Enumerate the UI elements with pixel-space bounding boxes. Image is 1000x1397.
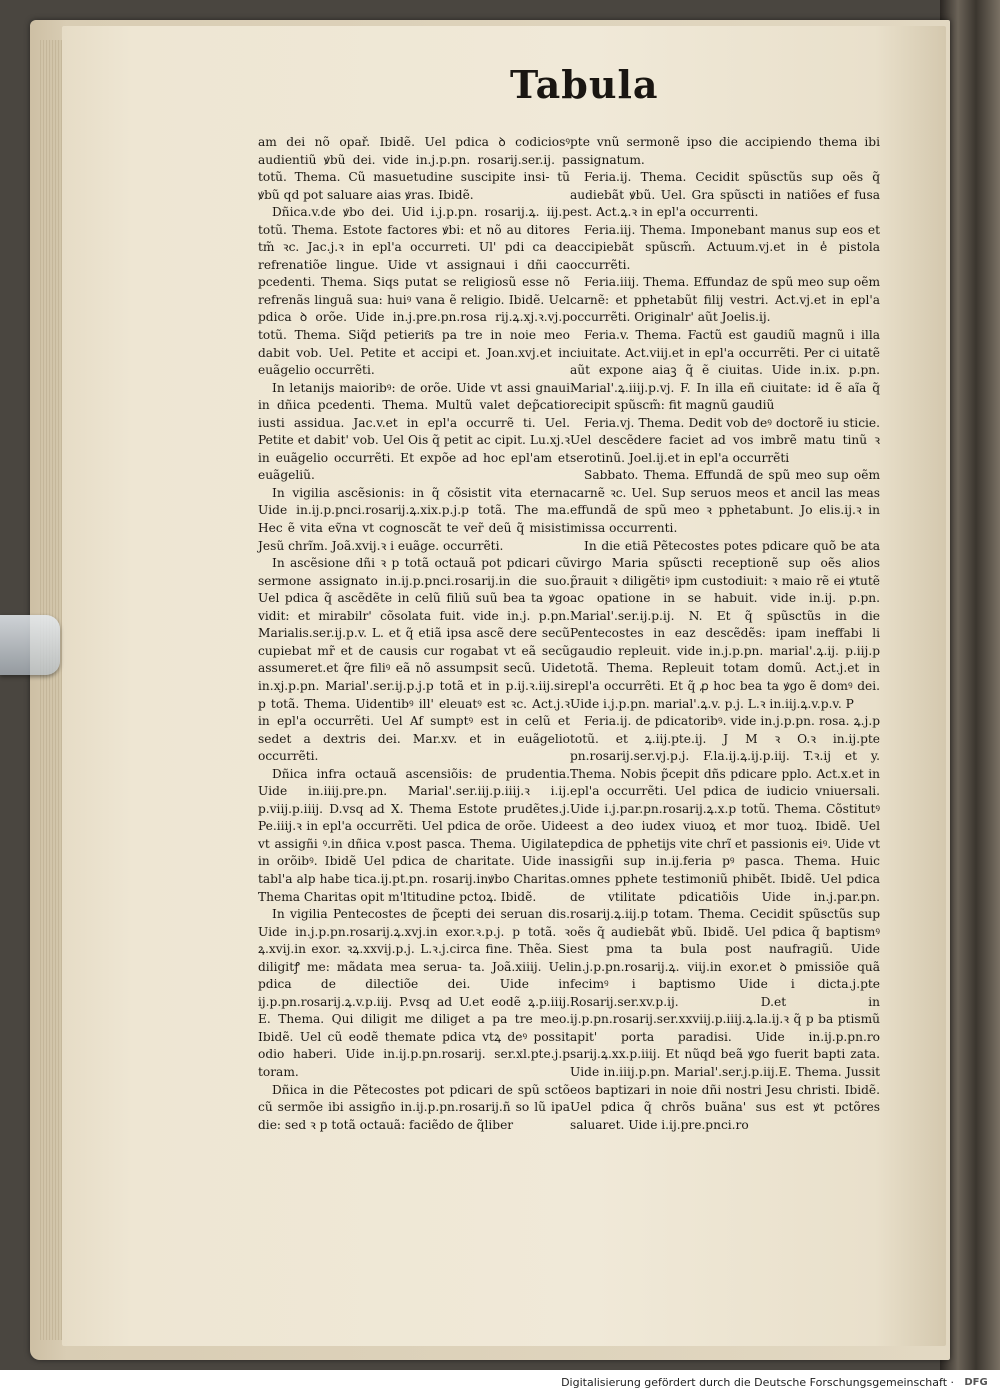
leaf-edges bbox=[40, 40, 62, 1340]
paragraph: In letanijs maioribꝰ: de orõe. Uide vt assi gnaui in dñica pcedenti. Thema. Multũ valet dep̃catio iusti assidua. Jac.v.et in epl'a occurrẽ ti. Uel. Petite et dabit' vob. Uel Ois q̃ petit ac cipit. Lu.xj.ꝛ in euãgelio occurrẽti. Et expõe ad hoc epl'am et euãgeliũ. bbox=[258, 380, 570, 483]
paragraph: Dñica.v.de ꝟbo dei. Uid i.j.p.pn. rosarij.ꝝ. iij.p totũ. Thema. Estote factores ꝟbi: et nõ au ditores tm̃ ꝛc. Jac.j.ꝛ in epl'a occurreti. Ul' pdi ca de refrenatiõe lingue. Uide vt assignaui i dñi ca pcedenti. Thema. Siqs putat se religiosũ esse nõ refrenãs linguã sua: huiꝰ vana ẽ religio. Ibidẽ. Uel pdica ꝺ orõe. Uide in.j.pre.pn.rosa rij.ꝝ.xj.ꝛ.vj.p totũ. Thema. Siq̃d petierit͂s pa tre in noie meo dabit vob. Uel. Petite et accipi et. Joan.xvj.et in euãgelio occurrẽti. bbox=[258, 205, 570, 378]
paragraph: Dñica in die Pẽtecostes pot pdicari de spũ sctõ cũ sermõe ibi assigño in.ij.p.pn.rosarij.ñ so lũ ipa die: sed ꝛ p totã octauã: faciẽdo de q̃liber bbox=[258, 1082, 570, 1132]
text-column-right bbox=[570, 134, 880, 1134]
paragraph: In vigilia ascẽsionis: in q̃ cõsistit vita eterna Uide in.ij.p.pnci.rosarij.ꝝ.xix.p.j.p totã. The ma. Hec ẽ vita eṽna vt cognoscãt te ver̃ deũ q̃ misisti Jesũ chrĩm. Joã.xvij.ꝛ i euãge. occurrẽti. bbox=[258, 485, 570, 553]
paragraph: In vigilia Pentecostes de p̃cepti dei seruan dis. Uide in.j.p.pn.rosarij.ꝝ.xvj.in exor.ꝛ.p.j. p totã. ꝛ ꝝ.xvij.in exor. ꝛꝝ.xxvij.p.j. L.ꝛ.j.circa fine. Thẽa. Si diligitꝭ me: mãdata mea serua- ta. Joã.xiiij. Uel pdica de dilectiõe dei. Uide in ij.p.pn.rosarij.ꝝ.v.p.iij. P.vsq ad U.et eodẽ ꝝ.p.iiij. E. Thema. Qui diligit me diliget a pa tre meo. Ibidẽ. Uel cũ eodẽ themate pdica vtꝝ deꝰ possit odio haberi. Uide in.ij.p.pn.rosarij. ser.xl.pte.j.p toram. bbox=[258, 907, 570, 1079]
paragraph: Sabbato. Thema. Effundã de spũ meo sup oẽm carnẽ ꝛc. Uel. Sup seruos meos et ancil las meas effundã de spũ meo ꝛ pphetabunt. Jo elis.ij.ꝛ in missa occurrenti. bbox=[570, 468, 880, 536]
page-clip bbox=[0, 615, 60, 675]
dfg-logo: DFG bbox=[964, 1377, 988, 1388]
paragraph: pte vnũ sermonẽ ipso die accipiendo thema ibi assignatum. bbox=[570, 135, 880, 167]
paragraph: Feria.iij. Thema. Imponebant manus sup eos et accipiebãt spũscm̃. Actuum.vj.et in e̾ pistola occurrẽti. bbox=[570, 222, 880, 272]
paragraph: am dei nõ opař. Ibidẽ. Uel pdica ꝺ codiciosꝰ audientiũ ꝟbũ dei. vide in.j.p.pn. rosarij.ser.ij. p totũ. Thema. Cũ masuetudine suscipite insi- tũ ꝟbũ qd pot saluare aias ꝟras. Ibidẽ. bbox=[258, 135, 570, 202]
paragraph: Feria.vj. Thema. Dedit vob deꝰ doctorẽ iu sticie. Uel descẽdere faciet ad vos imbrẽ matu tinũ ꝛ serotinũ. Joel.ij.et in epl'a occurrẽti bbox=[570, 415, 880, 465]
paragraph: Feria.v. Thema. Factũ est gaudiũ magnũ i illa ciuitate. Act.viij.et in epl'a occurrẽti. Per ci uitatẽ aũt expone aiaꝫ q̃ ẽ ciuitas. Uide in.ix. p.pn. Marial'.ꝝ.iiij.p.vj. F. In illa eñ ciuitate: id ẽ aĩa q̃ recipit spũscm̃: fit magnũ gaudiũ bbox=[570, 328, 880, 413]
paragraph: Feria.ij. Thema. Cecidit spũsctũs sup oẽs q̃ audiebãt ꝟbũ. Uel. Gra spũscti in natiões ef fusa est. Act.ꝝ.ꝛ in epl'a occurrenti. bbox=[570, 170, 880, 220]
paragraph: Feria.ij. de pdicatoribꝰ. vide in.j.p.pn. rosa. ꝝ.j.p totũ. et ꝝ.iij.pte.ij. J M ꝛ O.ꝛ in.ij.pte pn.rosarij.ser.vj.p.j. F.la.ij.ꝝ.ij.p.iij. T.ꝛ.ij et y. Thema. Nobis p̃cepit dñs pdicare pplo. Act.x.et in epl'a occurrẽti. Uel pdica de iudicio vniuersali. Uide i.j.par.pn.rosarij.ꝝ.x.p totũ. Thema. Cõstitutꝰ est a deo iudex viuoꝝ et mor tuoꝝ. Ibidẽ. Uel pdica de pphetijs vite chrĩ et passionis eiꝰ. Uide vt assigñi sup in.ij.feria pꝰ pasca. Thema. Huic omnes pphete testimoniũ phibẽt. Ibidẽ. Uel pdica de vtilitate pdicatiõis Uide in.j.par.pn. rosarij.ꝝ.iij.p totam. Thema. Cecidit spũsctũs sup oẽs q̃ audiebãt ꝟbũ. Ibidẽ. Uel pdica q̃ baptismꝰ est pma ta bula post naufragiũ. Uide in.j.p.pn.rosarij.ꝝ. viij.in exor.et ꝺ pmissiõe quã fecimꝰ i baptismo Uide i dicta.j.pte Rosarij.ser.xv.p.ij. D.et in ij.p.pn.rosarij.ser.xxviij.p.iiij.ꝝ.la.ij.ꝛ q̃ p ba ptismũ apit' porta paradisi. Uide in.ij.p.pn.ro sarij.ꝝ.xx.p.iiij. Et nũqd beã ꝟgo fuerit bapti zata. Uide in.iiij.p.pn. Marial'.ser.j.p.iij.E. Thema. Jussit eos baptizari in noie dñi nostri Jesu christi. Ibidẽ. Uel pdica q̃ chrõs buãna' sus est ꝟt pctõres saluaret. Uide i.ij.pre.pnci.ro bbox=[570, 714, 880, 1132]
paragraph: In die etiã Pẽtecostes potes pdicare quõ be ata virgo Maria spũscti receptionẽ sup oẽs alios p̃rauit ꝛ diligẽtiꝰ ipm custodiuit: ꝛ maio rẽ ei ꝟtutẽ ac opatione in se habuit. vide in.ij. p.pn. Marial'.ser.ij.p.ij. N. Et q̃ spũsctũs in die Pentecostes in eaz descẽdẽs: ipam ineffabi li gaudio repleuit. vide in.j.p.pn. marial'.ꝝ.ij. p.iij.p totã. Thema. Repleuit totam domũ. Act.j.et in epl'a occurrẽti. Et q̃ ꝓ hoc bea ta ꝟgo ẽ domꝰ dei. Uide i.j.p.pn. marial'.ꝝ.v. p.j. L.ꝛ in.iij.ꝝ.v.p.v. P bbox=[570, 538, 880, 711]
paragraph: In ascẽsione dñi ꝛ p totã octauã pot pdicari cũ sermone assignato in.ij.p.pnci.rosarij.in die suo. Uel pdica q̃ ascẽdẽte in celũ filiũ suũ bea ta ꝟgo vidit: et mirabilr' cõsolata fuit. vide in.j. p.pn. Marialis.ser.ij.p.v. L. et q̃ etiã ipsa ascẽ dere secũ cupiebat mr̃ et de causis cur rogabat vt eã secũ assumeret.et q̃re filiꝰ eã nõ assumpsit secũ. Uide in.xj.p.pn. Marial'.ser.ij.p.j.p totã et in p.ij.ꝛ.iij.sir p totã. Thema. Uidentibꝰ ill' eleuatꝰ est ꝛc. Act.j.ꝛ in epl'a occurrẽti. Uel Af sumptꝰ est in celũ et sedet a dextris dei. Mar.xv. et in euãgelio occurrẽti. bbox=[258, 556, 570, 764]
running-head: Tabula bbox=[510, 62, 659, 107]
paragraph: Feria.iiij. Thema. Effundaz de spũ meo sup oẽm carnẽ: et pphetabũt filij vestri. Act.vj.et in epl'a occurrẽti. Originalr' aũt Joelis.ij. bbox=[570, 275, 880, 325]
text-column-left bbox=[258, 134, 570, 1134]
footer-credit: Digitalisierung gefördert durch die Deutsche Forschungsgemeinschaft · bbox=[561, 1376, 954, 1389]
paragraph: Dñica infra octauã ascensiõis: de prudentia. Uide in.iiij.pre.pn. Marial'.ser.iij.p.iiij.ꝛ i.ij. p.viij.p.iiij. D.vsq ad X. Thema Estote prudẽtes.j. Pe.iiij.ꝛ in epl'a occurrẽti. Uel pdica de orõe. Uide vt assigñi ꝰ.in dñica v.post pasca. Thema. Uigilate in orõibꝰ. Ibidẽ Uel pdica de charitate. Uide in tabl'a alp habe tica.ij.pt.pn. rosarij.inꝟbo Charitas. Thema Charitas opit m'ltitudine pctoꝝ. Ibidẽ. bbox=[258, 766, 570, 904]
footer-bar bbox=[0, 1370, 1000, 1397]
